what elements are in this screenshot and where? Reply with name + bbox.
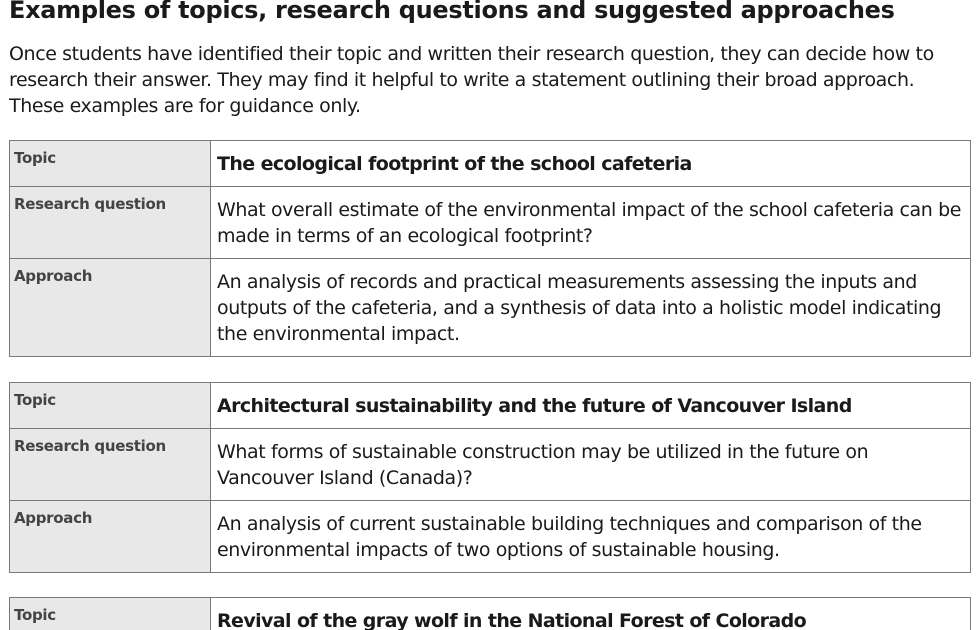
topic-value: Revival of the gray wolf in the National Forest of Colorado [211, 598, 971, 630]
research-question-label: Research question [10, 429, 211, 501]
research-question-value: What forms of sustainable construction may be utilized in the future on Vancouver Island (Canada)? [211, 429, 971, 501]
table-row [10, 187, 971, 259]
topic-label: Topic [10, 141, 211, 187]
approach-label: Approach [10, 501, 211, 573]
topic-label: Topic [10, 383, 211, 429]
topic-label: Topic [10, 598, 211, 630]
table-row [10, 141, 971, 187]
topic-value: The ecological footprint of the school cafeteria [211, 141, 971, 187]
table-row [10, 501, 971, 573]
table-row [10, 429, 971, 501]
table-row [10, 383, 971, 429]
intro-paragraph: Once students have identified their topic and written their research question, they can decide how to research their answer. They may find it helpful to write a statement outlining their broad approach. These examples are for guidance only. [9, 43, 934, 117]
research-question-value: What overall estimate of the environmental impact of the school cafeteria can be made in terms of an ecological footprint? [211, 187, 971, 259]
approach-label: Approach [10, 259, 211, 357]
table-row [10, 598, 971, 630]
example-table-3 [9, 597, 971, 630]
research-question-label: Research question [10, 187, 211, 259]
example-table-1 [9, 140, 971, 357]
topic-value: Architectural sustainability and the future of Vancouver Island [211, 383, 971, 429]
table-row [10, 259, 971, 357]
approach-value: An analysis of current sustainable building techniques and comparison of the environmental impacts of two options of sustainable housing. [211, 501, 971, 573]
page-heading: Examples of topics, research questions and suggested approaches [9, 0, 895, 24]
approach-value: An analysis of records and practical measurements assessing the inputs and outputs of the cafeteria, and a synthesis of data into a holistic model indicating the environmental impact. [211, 259, 971, 357]
example-table-2 [9, 382, 971, 573]
